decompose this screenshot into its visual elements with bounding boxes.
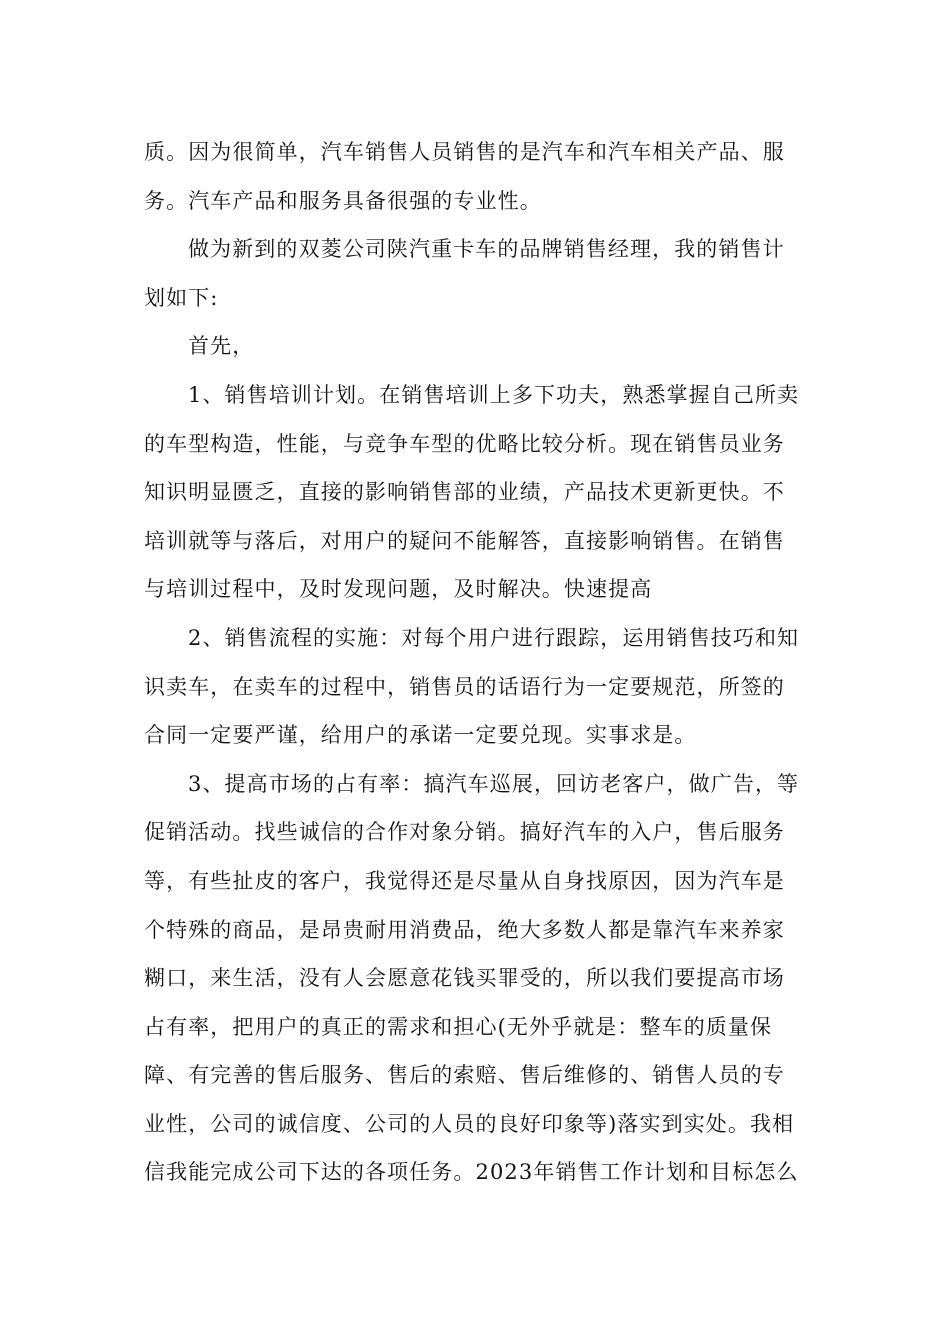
text-line: 障、有完善的售后服务、售后的索赔、售后维修的、销售人员的专: [144, 1063, 785, 1088]
text-line: 划如下:: [144, 285, 219, 310]
text-line: 知识明显匮乏，直接的影响销售部的业绩，产品技术更新更快。不: [144, 480, 785, 505]
document-body: [144, 128, 806, 1197]
text-line: 务。汽车产品和服务具备很强的专业性。: [144, 188, 542, 213]
text-line: 等，有些扯皮的客户，我觉得还是尽量从自身找原因，因为汽车是: [144, 868, 785, 893]
text-line: 做为新到的双菱公司陕汽重卡车的品牌销售经理，我的销售计: [188, 237, 785, 262]
text-line: 促销活动。找些诚信的合作对象分销。搞好汽车的入户，售后服务: [144, 820, 785, 845]
text-line: 占有率，把用户的真正的需求和担心(无外乎就是：整车的质量保: [144, 1014, 773, 1039]
text-line: 识卖车，在卖车的过程中，销售员的话语行为一定要规范，所签的: [144, 674, 785, 699]
text-line: 培训就等与落后，对用户的疑问不能解答，直接影响销售。在销售: [144, 528, 785, 553]
text-line: 个特殊的商品，是昂贵耐用消费品，绝大多数人都是靠汽车来养家: [144, 917, 785, 942]
text-line: 信我能完成公司下达的各项任务。2023年销售工作计划和目标怎么: [144, 1160, 799, 1185]
text-line: 3、提高市场的占有率：搞汽车巡展，回访老客户，做广告，等: [188, 771, 800, 796]
text-line: 质。因为很简单，汽车销售人员销售的是汽车和汽车相关产品、服: [144, 140, 785, 164]
text-line: 首先，: [188, 334, 255, 359]
text-line: 2、销售流程的实施：对每个用户进行跟踪，运用销售技巧和知: [188, 625, 800, 650]
text-line: 糊口，来生活，没有人会愿意花钱买罪受的，所以我们要提高市场: [144, 966, 785, 991]
text-line: 的车型构造，性能，与竞争车型的优略比较分析。现在销售员业务: [144, 431, 785, 456]
text-line: 与培训过程中，及时发现问题，及时解决。快速提高: [144, 577, 653, 602]
text-line: 业性，公司的诚信度、公司的人员的良好印象等)落实到实处。我相: [144, 1111, 795, 1136]
text-line: 合同一定要严谨，给用户的承诺一定要兑现。实事求是。: [144, 723, 697, 748]
text-line: 1、销售培训计划。在销售培训上多下功夫，熟悉掌握自己所卖: [188, 382, 800, 407]
